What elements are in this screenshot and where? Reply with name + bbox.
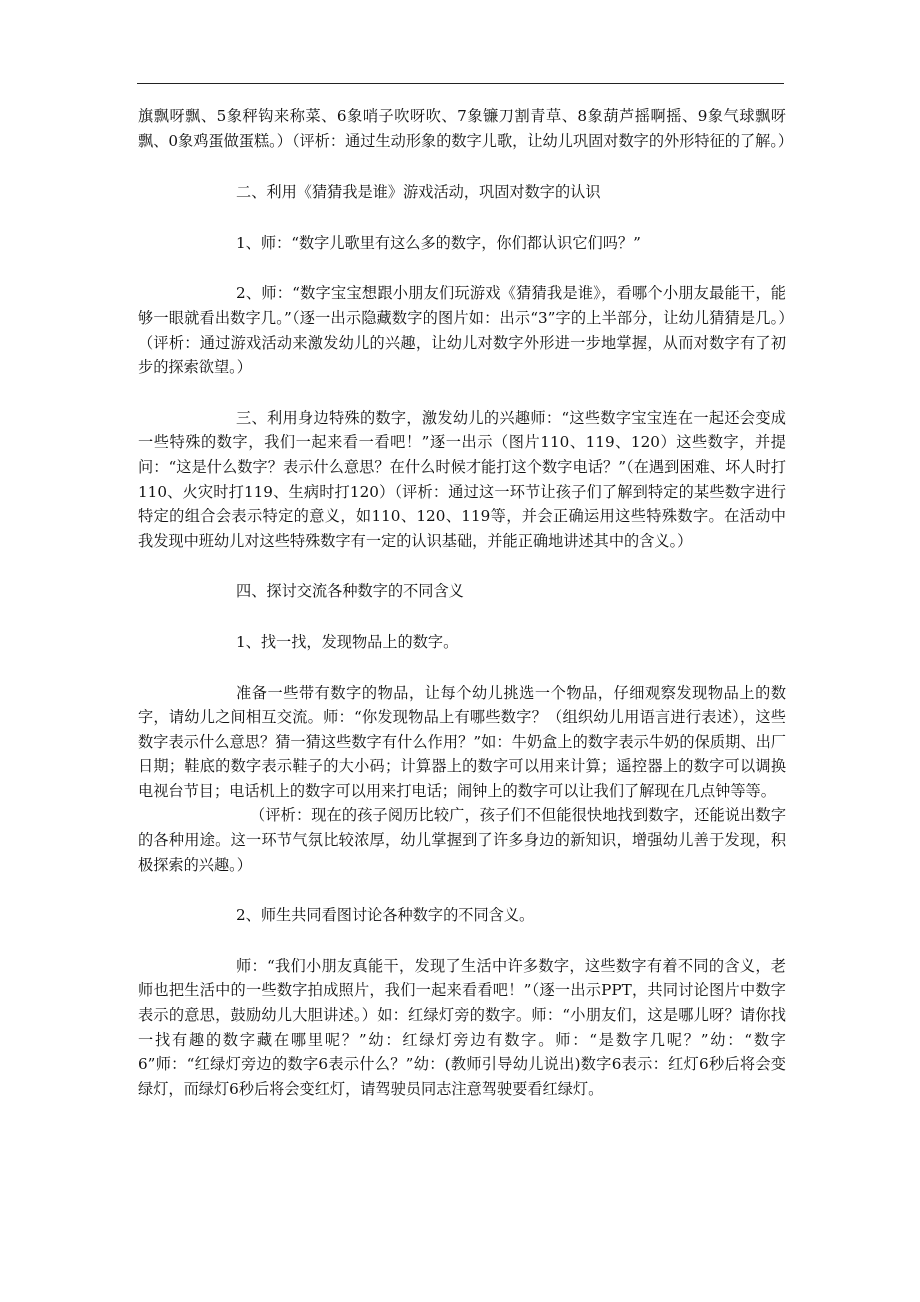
paragraph-find-numbers: 1、找一找，发现物品上的数字。 — [236, 632, 459, 651]
section-heading-guess-game: 二、利用《猜猜我是谁》游戏活动，巩固对数字的认识 — [236, 183, 601, 202]
paragraph-evaluation: （评析：现在的孩子阅历比较广，孩子们不但能很快地找到数字，还能说出数字的各种用途。这一环节气氛比较浓厚，幼儿掌握到了许多身边的新知识，增强幼儿善于发现，积极探索的兴趣。） — [138, 806, 786, 874]
paragraph-song-ending: 旗飘呀飘、5象秤钩来称菜、6象哨子吹呀吹、7象镰刀割青草、8象葫芦摇啊摇、9象气球飘呀飘、0象鸡蛋做蛋糕。）（评析：通过生动形象的数字儿歌，让幼儿巩固对数字的外形特征的了解。） — [138, 107, 794, 150]
header-rule — [137, 83, 784, 84]
paragraph-discuss-pictures: 2、师生共同看图讨论各种数字的不同含义。 — [236, 906, 535, 925]
section-heading-number-meanings: 四、探讨交流各种数字的不同含义 — [236, 582, 464, 601]
section-special-numbers: 三、利用身边特殊的数字，激发幼儿的兴趣师：“这些数字宝宝连在一起还会变成一些特殊的数字，我们一起来看一看吧！”逐一出示（图片110、119、120）这些数字，并提问：“这是什么数字？表示什么意思？在什么时候才能打这个数字电话？”（在遇到困难、坏人时打110、火灾时打119、生病时打120）（评析：通过这一环节让孩子们了解到特定的某些数字进行特定的组合会表示特定的意义，如110、120、119等，并会正确运用这些特殊数字。在活动中我发现中班幼儿对这些特殊数字有一定的认识基础，并能正确地讲述其中的含义。） — [138, 408, 786, 550]
document-body — [138, 104, 794, 1101]
paragraph-prepare-items: 准备一些带有数字的物品，让每个幼儿挑选一个物品，仔细观察发现物品上的数字，请幼儿之间相互交流。师：“你发现物品上有哪些数字？（组织幼儿用语言进行表述），这些数字表示什么意思？猜一猜这些数字有什么作用？”如：牛奶盒上的数字表示牛奶的保质期、出厂日期；鞋底的数字表示鞋子的大小码；计算器上的数字可以用来计算；遥控器上的数字可以调换电视台节目；电话机上的数字可以用来打电话；闹钟上的数字可以让我们了解现在几点钟等等。 — [138, 683, 786, 800]
paragraph-traffic-light-dialogue: 师：“我们小朋友真能干，发现了生活中许多数字，这些数字有着不同的含义，老师也把生活中的一些数字拍成照片，我们一起来看看吧！”（逐一出示PPT，共同讨论图片中数字表示的意思，鼓励幼儿大胆讲述。）如：红绿灯旁的数字。师：“小朋友们，这是哪儿呀？请你找一找有趣的数字藏在哪里呢？”幼：红绿灯旁边有数字。师：“是数字几呢？”幼：“数字6”师：“红绿灯旁边的数字6表示什么？”幼：(教师引导幼儿说出)数字6表示：红灯6秒后将会变绿灯，而绿灯6秒后将会变红灯，请驾驶员同志注意驾驶要看红绿灯。 — [138, 956, 786, 1098]
paragraph-teacher-question-1: 1、师：“数字儿歌里有这么多的数字，你们都认识它们吗？” — [236, 233, 641, 252]
paragraph-teacher-question-2: 2、师：“数字宝宝想跟小朋友们玩游戏《猜猜我是谁》，看哪个小朋友最能干，能够一眼就看出数字几。”（逐一出示隐藏数字的图片如：出示“3”字的上半部分，让幼儿猜猜是几。）（评析：通过游戏活动来激发幼儿的兴趣，让幼儿对数字外形进一步地掌握，从而对数字有了初步的探索欲望。） — [138, 284, 786, 377]
